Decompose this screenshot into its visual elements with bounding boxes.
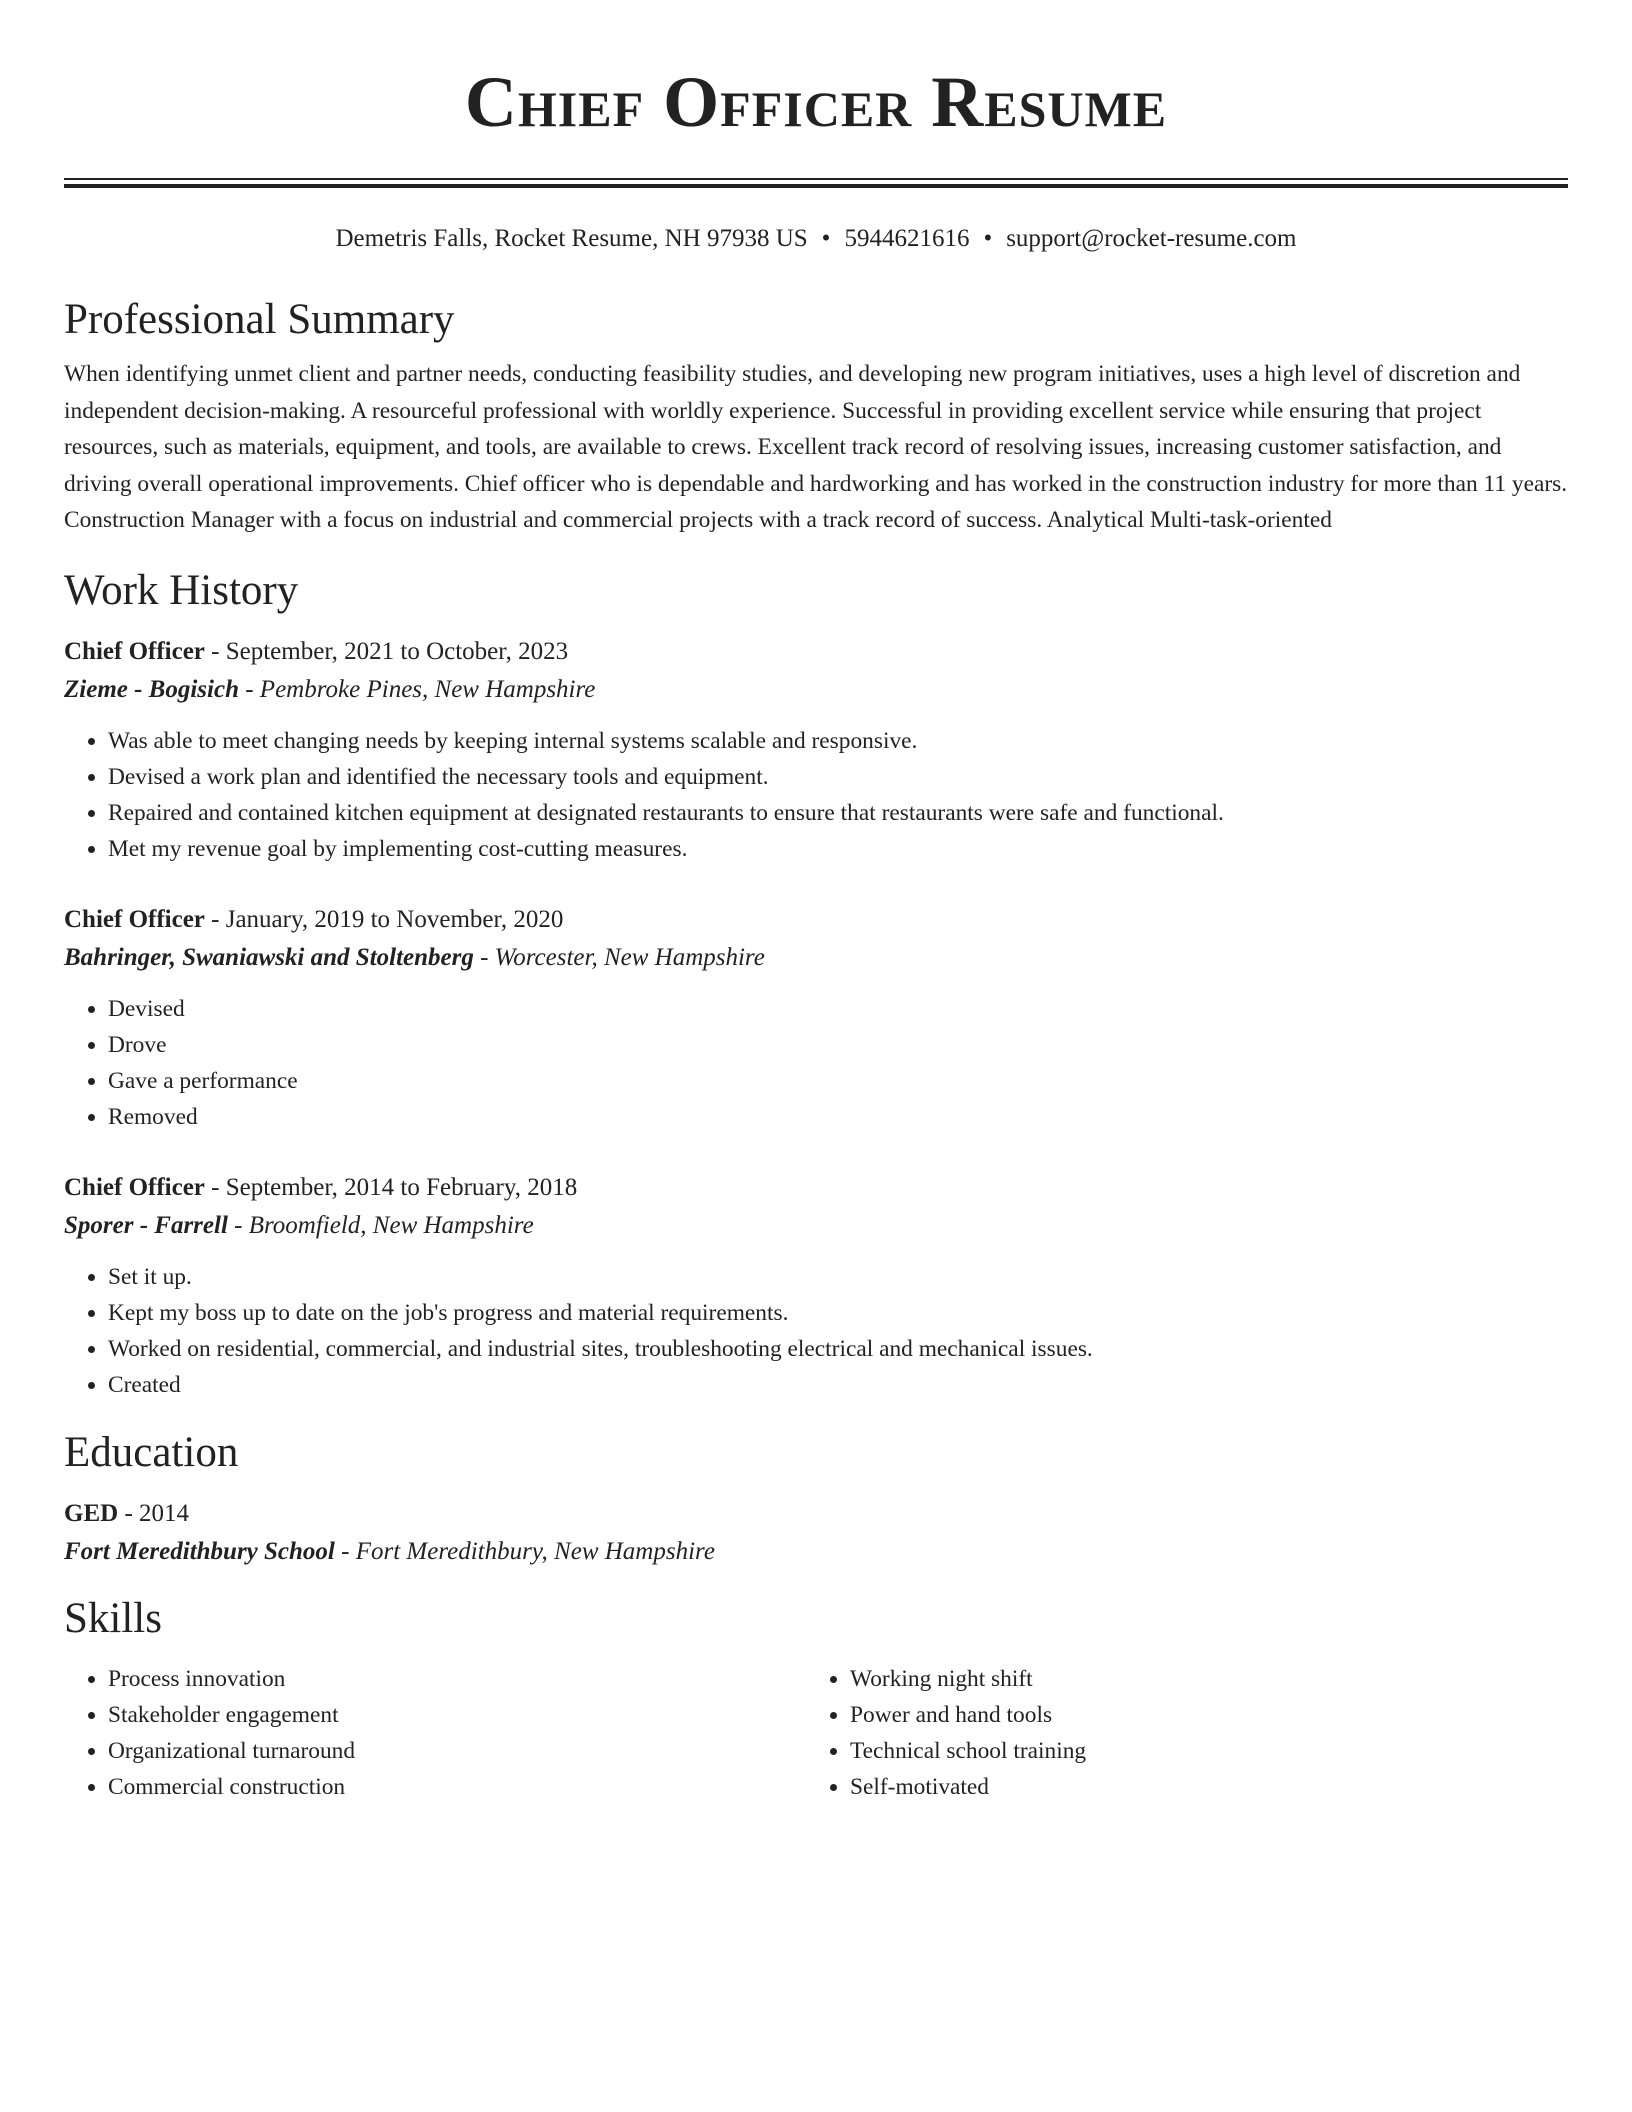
job-dates: - September, 2021 to October, 2023 [204, 637, 569, 665]
list-item: • Met my revenue goal by implementing cost-cutting measures. [108, 831, 1568, 867]
job-duties-list [64, 1259, 1568, 1403]
school-name: Fort Meredithbury School [64, 1537, 335, 1565]
school-line [64, 1533, 1568, 1571]
skill-item: • Technical school training [850, 1733, 1548, 1769]
company-line [64, 1207, 1568, 1245]
job-dates: - September, 2014 to February, 2018 [204, 1173, 578, 1201]
contact-email: support@rocket-resume.com [1006, 225, 1297, 252]
contact-separator: • [983, 225, 993, 252]
skill-item: • Organizational turnaround [108, 1733, 806, 1769]
company-location: - Worcester, New Hampshire [473, 943, 765, 971]
list-item: • Worked on residential, commercial, and industrial sites, troubleshooting electrical and mechanical issues. [108, 1331, 1568, 1367]
summary-heading: Professional Summary [64, 296, 455, 343]
title-divider [64, 178, 1568, 188]
skill-item: • Working night shift [850, 1661, 1548, 1697]
job-entry [64, 901, 1568, 1135]
work-history-heading: Work History [64, 566, 299, 614]
skill-item: • Process innovation [108, 1661, 806, 1697]
job-title-line [64, 1169, 1568, 1207]
skills-columns [64, 1661, 1568, 1805]
company-line [64, 671, 1568, 709]
list-item: • Set it up. [108, 1259, 1568, 1295]
company-location: - Broomfield, New Hampshire [227, 1211, 534, 1239]
skill-item: • Stakeholder engagement [108, 1697, 806, 1733]
list-item: • Was able to meet changing needs by keeping internal systems scalable and responsive. [108, 723, 1568, 759]
company-name: Zieme - Bogisich [64, 675, 239, 703]
list-item: • Devised a work plan and identified the necessary tools and equipment. [108, 759, 1568, 795]
list-item: • Removed [108, 1099, 1568, 1135]
contact-separator: • [821, 225, 831, 252]
job-title-line [64, 901, 1568, 939]
company-line [64, 939, 1568, 977]
skills-list-right [806, 1661, 1548, 1805]
job-entry [64, 633, 1568, 867]
job-title: Chief Officer [64, 905, 205, 933]
job-duties-list [64, 723, 1568, 867]
degree-year: - 2014 [118, 1499, 190, 1527]
contact-address: Demetris Falls, Rocket Resume, NH 97938 US [335, 225, 808, 252]
company-location: - Pembroke Pines, New Hampshire [238, 675, 596, 703]
job-title: Chief Officer [64, 1173, 205, 1201]
education-heading: Education [64, 1428, 239, 1476]
school-location: - Fort Meredithbury, New Hampshire [334, 1537, 715, 1565]
job-title-line [64, 633, 1568, 671]
company-name: Sporer - Farrell [64, 1211, 228, 1239]
contact-line [64, 222, 1568, 256]
list-item: • Created [108, 1367, 1568, 1403]
skills-heading: Skills [64, 1594, 162, 1642]
skills-list-left [64, 1661, 806, 1805]
company-name: Bahringer, Swaniawski and Stoltenberg [64, 943, 474, 971]
skill-item: • Commercial construction [108, 1769, 806, 1805]
resume-title: Chief Officer Resume [464, 62, 1168, 142]
degree-line [64, 1495, 1568, 1533]
skill-item: • Power and hand tools [850, 1697, 1548, 1733]
job-dates: - January, 2019 to November, 2020 [204, 905, 564, 933]
list-item: • Drove [108, 1027, 1568, 1063]
list-item: • Gave a performance [108, 1063, 1568, 1099]
list-item: • Kept my boss up to date on the job's progress and material requirements. [108, 1295, 1568, 1331]
job-duties-list [64, 991, 1568, 1135]
education-entry [64, 1495, 1568, 1571]
skill-item: • Self-motivated [850, 1769, 1548, 1805]
list-item: • Devised [108, 991, 1568, 1027]
list-item: • Repaired and contained kitchen equipment at designated restaurants to ensure that restaurants were safe and functional. [108, 795, 1568, 831]
contact-phone: 5944621616 [844, 225, 970, 252]
summary-text: When identifying unmet client and partner needs, conducting feasibility studies, and developing new program initiatives, uses a high level of discretion and independent decision-making. A resourceful professional with worldly experience. Successful in providing excellent service while ensuring that project resources, such as materials, equipment, and tools, are available to crews. Excellent track record of resolving issues, increasing customer satisfaction, and driving overall operational improvements. Chief officer who is dependable and hardworking and has worked in the construction industry for more than 11 years. Construction Manager with a focus on industrial and commercial projects with a track record of success. Analytical Multi-task-oriented [64, 361, 1568, 533]
job-title: Chief Officer [64, 637, 205, 665]
job-entry [64, 1169, 1568, 1403]
degree-name: GED [64, 1499, 119, 1527]
